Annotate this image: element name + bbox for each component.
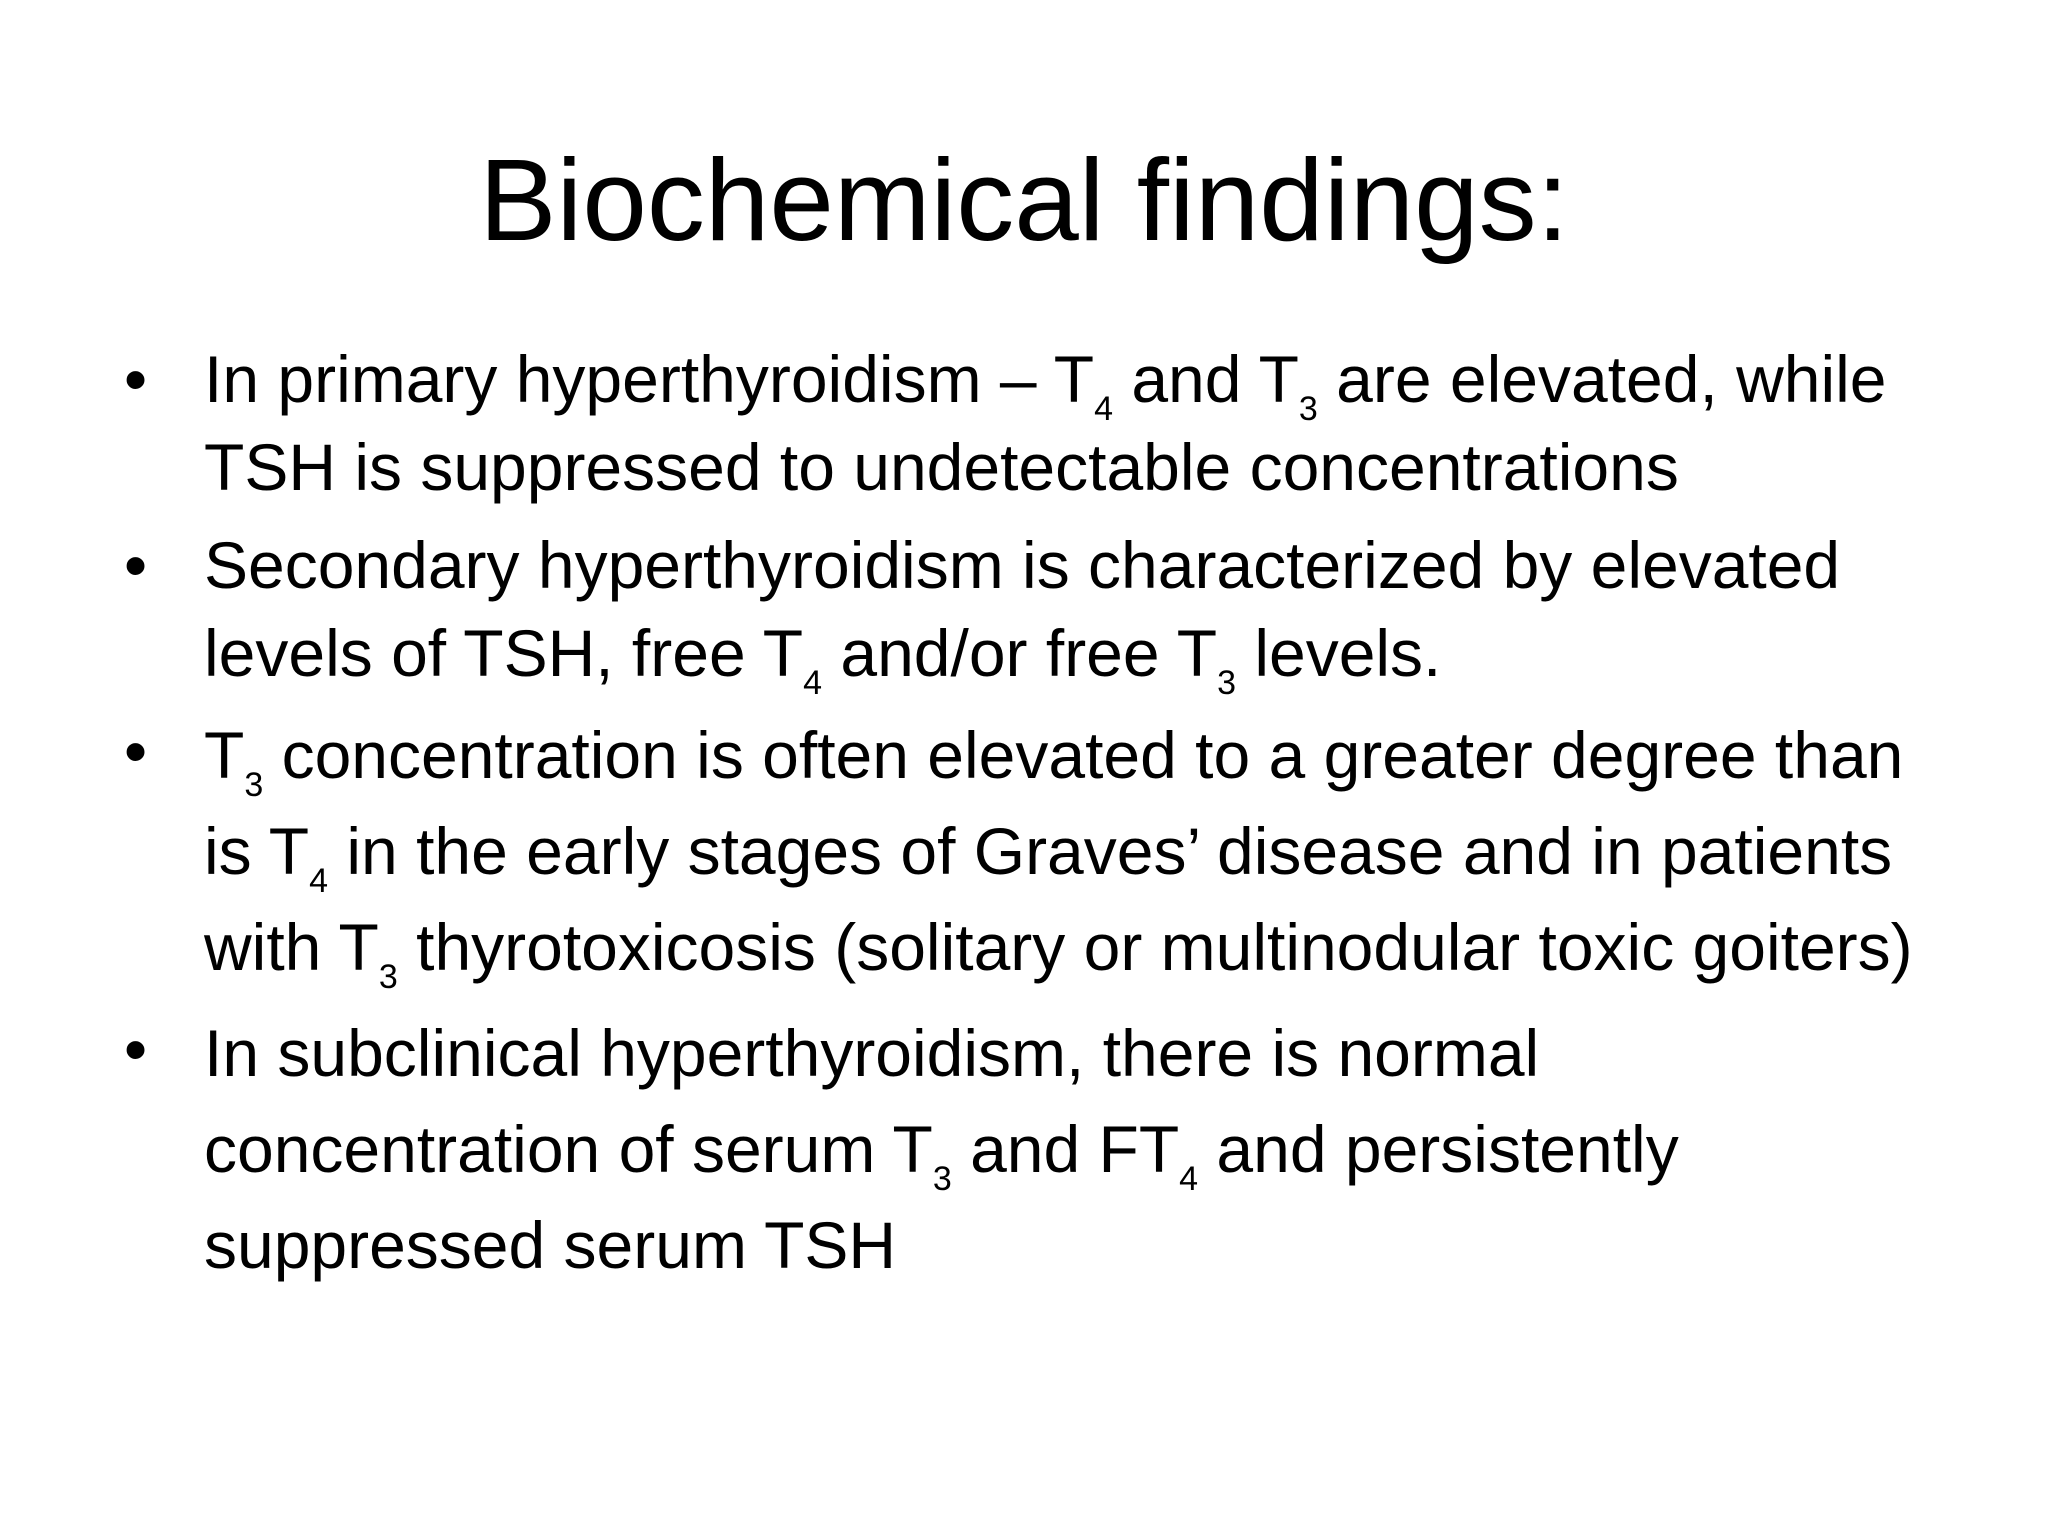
bullet-text: $T_3$ concentration is often elevated to a greater degree than is $T_4$ in the early stages of Graves’ disease and in patients with $T_3$ thyrotoxicosis (solitary or multinodular toxic goiters) (204, 718, 1913, 996)
bullet-text: In subclinical hyperthyroidism, there is normal concentration of serum $T_3$ and $FT_4$ and persistently suppressed serum TSH (204, 1016, 1679, 1282)
subscript: 3 (932, 1160, 952, 1198)
subscript: 4 (1094, 390, 1113, 428)
subscript: 3 (244, 766, 264, 804)
bullet-icon: • (124, 714, 148, 788)
subscript: 4 (803, 664, 823, 702)
subscript: 3 (1217, 664, 1236, 702)
bullet-text: In primary hyperthyroidism – $T_4$ and $T_3$ are elevated, while TSH is suppressed to undetectable concentrations (204, 342, 1887, 504)
subscript: 3 (378, 958, 398, 996)
subscript: 4 (309, 862, 329, 900)
bullet-icon: • (124, 1012, 148, 1086)
slide-title: Biochemical findings: (479, 135, 1569, 265)
subscript: 3 (1298, 390, 1318, 428)
bullet-list (120, 335, 1950, 1303)
bullet-item-primary-hyperthyroidism (120, 335, 1950, 511)
bullet-icon: • (124, 342, 148, 416)
bullet-icon: • (124, 528, 148, 602)
subscript: 4 (1179, 1160, 1199, 1198)
bullet-item-t3-concentration (120, 707, 1950, 995)
bullet-item-subclinical-hyperthyroidism (120, 1005, 1950, 1293)
bullet-item-secondary-hyperthyroidism (120, 521, 1950, 702)
bullet-text: Secondary hyperthyroidism is characterized by elevated levels of TSH, free $T_4$ and/or free $T_3$ levels. (204, 528, 1841, 702)
